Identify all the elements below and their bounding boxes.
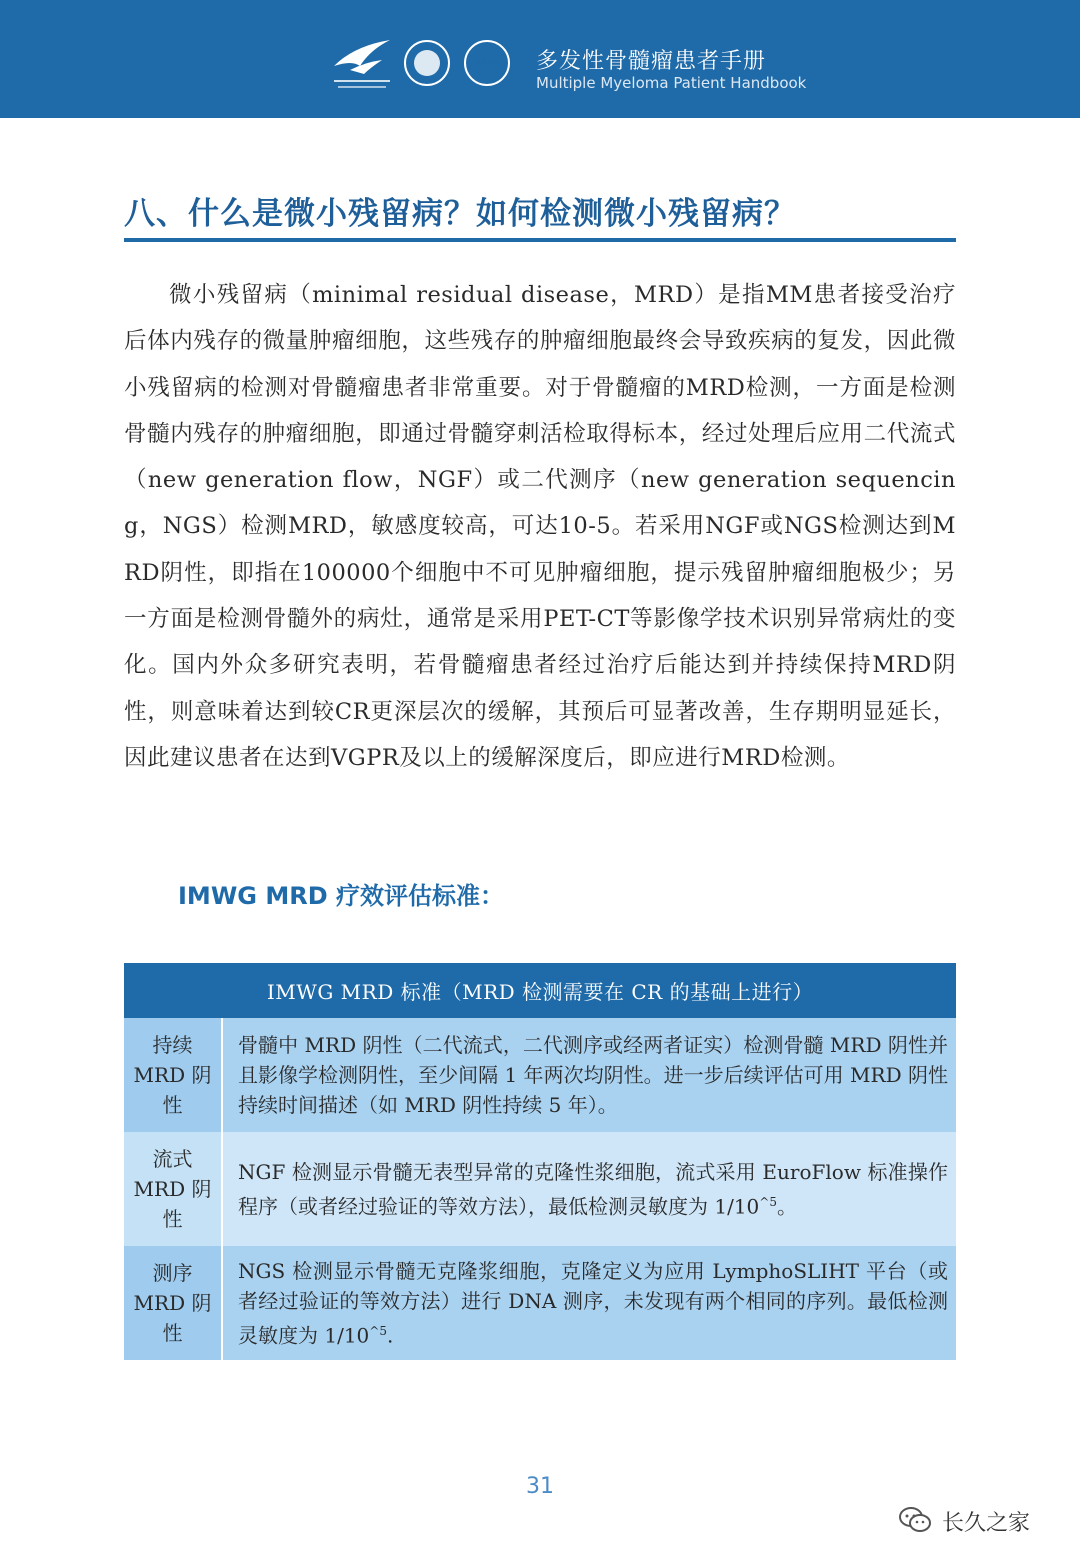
row-text-end: 。 <box>776 1194 797 1219</box>
handbook-subtitle: Multiple Myeloma Patient Handbook <box>536 74 807 92</box>
watermark-text: 长久之家 <box>942 1511 1031 1536</box>
criteria-subheading: IMWG MRD 疗效评估标准： <box>178 882 504 910</box>
row-description: 骨髓中 MRD 阴性（二代流式，二代测序或经两者证实）检测骨髓 MRD 阴性并且影像学检测阴性，至少间隔 1 年两次均阴性。进一步后续评估可用 MRD 阴性持续时间描述（如 MRD 阴性持续 5 年）。 <box>222 1018 956 1132</box>
body-paragraph: 微小残留病（minimal residual disease，MRD）是指MM患者接受治疗后体内残存的微量肿瘤细胞，这些残存的肿瘤细胞最终会导致疾病的复发，因此微小残留病的检测对骨髓瘤患者非常重要。对于骨髓瘤的MRD检测，一方面是检测骨髓内残存的肿瘤细胞，即通过骨髓穿刺活检取得标本，经过处理后应用二代流式（new generation flow，NGF）或二代测序（new generation sequencing，NGS）检测MRD，敏感度较高，可达10-5。若采用NGF或NGS检测达到MRD阴性，即指在100000个细胞中不可见肿瘤细胞，提示残留肿瘤细胞极少；另一方面是检测骨髓外的病灶，通常是采用PET-CT等影像学技术识别异常病灶的变化。国内外众多研究表明，若骨髓瘤患者经过治疗后能达到并持续保持MRD阴性，则意味着达到较CR更深层次的缓解，其预后可显著改善，生存期明显延长，因此建议患者在达到VGPR及以上的缓解深度后，即应进行MRD检测。 <box>124 282 956 771</box>
row-label: 流式 MRD 阴性 <box>124 1132 222 1246</box>
row-text-end: . <box>386 1323 394 1348</box>
wechat-watermark <box>898 1504 1058 1536</box>
row-label: 持续 MRD 阴性 <box>124 1018 222 1132</box>
society-seal-icon <box>404 40 450 86</box>
exponent: ^5 <box>369 1323 387 1338</box>
row-label: 测序 MRD 阴性 <box>124 1246 222 1360</box>
exponent: ^5 <box>759 1194 777 1209</box>
section-title: 八、什么是微小残留病？如何检测微小残留病？ <box>124 196 796 232</box>
table-row <box>124 1018 956 1132</box>
wechat-icon <box>898 1506 932 1534</box>
table-row <box>124 1132 956 1246</box>
row-text: NGF 检测显示骨髓无表型异常的克隆性浆细胞，流式采用 EuroFlow 标准操作程序（或者经过验证的等效方法），最低检测灵敏度为 1/10 <box>238 1159 948 1219</box>
mrd-criteria-table <box>124 963 956 1360</box>
organization-logo-icon <box>330 36 394 92</box>
handbook-title: 多发性骨髓瘤患者手册 <box>536 49 767 74</box>
row-text: NGS 检测显示骨髓无克隆浆细胞，克隆定义为应用 LymphoSLIHT 平台（或者经过验证的等效方法）进行 DNA 测序，未发现有两个相同的序列。最低检测灵敏度为 1/10 <box>238 1258 948 1348</box>
row-description <box>222 1246 956 1360</box>
table-row <box>124 1246 956 1360</box>
page-number: 31 <box>526 1474 554 1499</box>
logo-group <box>330 36 520 100</box>
mmicc-logo-icon: MMICC <box>464 40 510 86</box>
page-header <box>0 0 1080 118</box>
table-header: IMWG MRD 标准（MRD 检测需要在 CR 的基础上进行） <box>124 963 956 1018</box>
title-divider <box>124 238 956 242</box>
row-description <box>222 1132 956 1246</box>
